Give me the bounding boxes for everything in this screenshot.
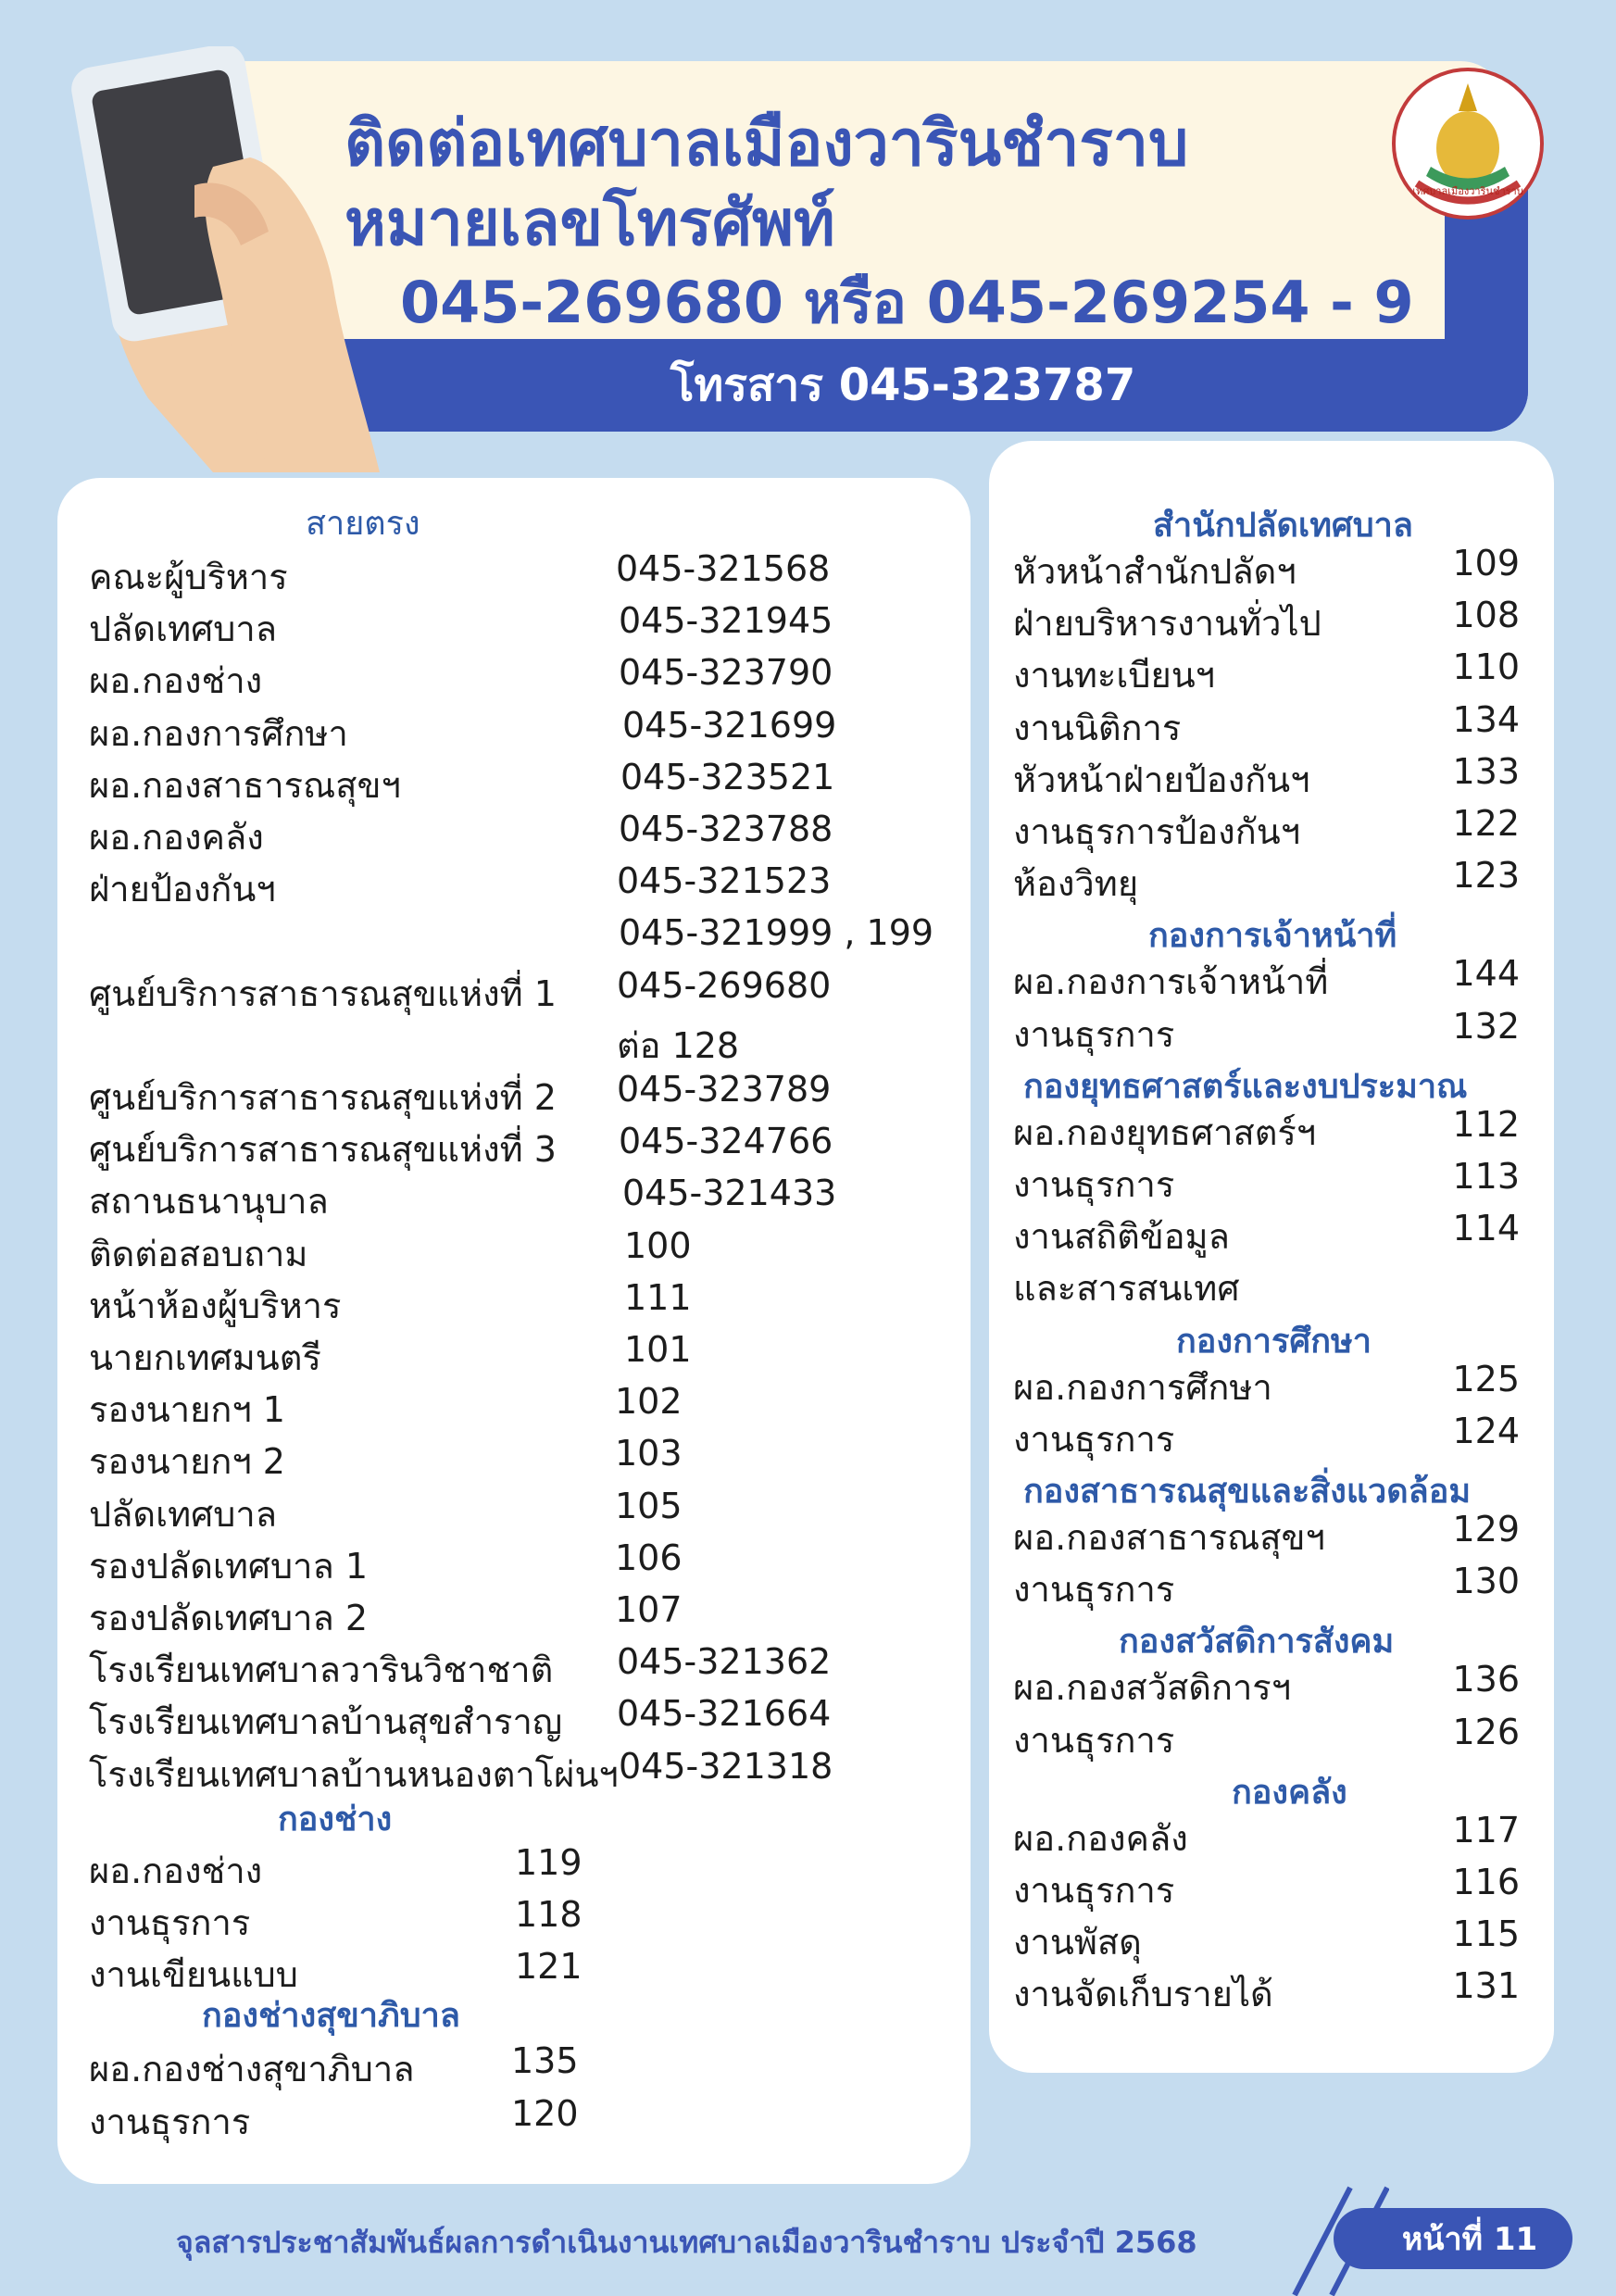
extension-number: 117: [1452, 1809, 1520, 1851]
direct-line-name: ผอ.กองช่าง: [89, 660, 263, 702]
section-heading: กองสวัสดิการสังคม: [1119, 1623, 1395, 1662]
extension-number: 113: [1452, 1156, 1520, 1197]
extension-number: 124: [1452, 1410, 1520, 1451]
direct-line-number: 045-269680: [617, 964, 832, 1006]
extension-number: 130: [1452, 1561, 1520, 1602]
extension-name: งานธุรการ: [1013, 1569, 1175, 1611]
direct-line-number: 045-321433: [622, 1173, 837, 1214]
direct-line-name: คณะผู้บริหาร: [89, 557, 288, 597]
extension-name: ผอ.กองช่างสุขาภิบาล: [89, 2049, 415, 2090]
direct-line-number: 111: [624, 1276, 692, 1318]
section-heading: กองการเจ้าหน้าที่: [1148, 917, 1397, 956]
extension-number: 119: [515, 1841, 583, 1883]
municipality-logo: [1389, 65, 1547, 222]
extension-name: งานธุรการ: [1013, 1870, 1175, 1911]
extension-name: งานธุรการ: [1013, 1418, 1175, 1460]
section-heading-sanitation: กองช่างสุขาภิบาล: [202, 1997, 460, 2036]
extension-number: 132: [1452, 1005, 1520, 1047]
title-line-1: ติดต่อเทศบาลเมืองวารินชำราบ: [344, 107, 1189, 181]
direct-line-name: ฝ่ายป้องกันฯ: [89, 869, 276, 910]
direct-line-name: โรงเรียนเทศบาลบ้านสุขสำราญ: [89, 1701, 563, 1743]
direct-line-name: ปลัดเทศบาล: [89, 1493, 277, 1535]
extension-name: งานธุรการ: [89, 1902, 251, 1943]
section-heading: กองสาธารณสุขและสิ่งแวดล้อม: [1023, 1473, 1472, 1511]
extension-number: 134: [1452, 698, 1520, 740]
extension-name: งานธุรการ: [1013, 1164, 1175, 1205]
extension-number: 129: [1452, 1509, 1520, 1549]
extension-name: ผอ.กองสาธารณสุขฯ: [1013, 1517, 1325, 1558]
direct-line-number: 045-321945: [619, 600, 833, 642]
direct-line-name: รองนายกฯ 2: [89, 1441, 285, 1483]
extension-name: หัวหน้าฝ่ายป้องกันฯ: [1013, 759, 1310, 800]
direct-line-name: ผอ.กองสาธารณสุขฯ: [89, 764, 401, 806]
extension-name: ผอ.กองช่าง: [89, 1850, 263, 1891]
direct-line-number: 045-321523: [617, 860, 832, 902]
main-phone-numbers: 045-269680 หรือ 045-269254 - 9: [400, 269, 1414, 336]
extension-number: 122: [1452, 803, 1520, 844]
svg-text:เทศบาลเมืองวารินชำราบ: เทศบาลเมืองวารินชำราบ: [1412, 185, 1523, 197]
direct-line-name: โรงเรียนเทศบาลวารินวิชาชาติ: [89, 1650, 554, 1691]
extension-number: 112: [1452, 1103, 1520, 1145]
extension-number: 114: [1452, 1208, 1520, 1249]
extension-number: 116: [1452, 1862, 1520, 1902]
direct-line-name: รองนายกฯ 1: [89, 1389, 285, 1431]
extension-number: 135: [511, 2040, 579, 2082]
extension-name: งานธุรการ: [1013, 1013, 1175, 1055]
direct-line-name: นายกเทศมนตรี: [89, 1337, 321, 1378]
direct-line-number: 102: [615, 1381, 683, 1423]
section-heading-direct: สายตรง: [306, 505, 420, 543]
extension-name: งานเขียนแบบ: [89, 1954, 298, 1996]
extension-name: งานธุรการ: [1013, 1719, 1175, 1761]
section-heading-engineering: กองช่าง: [278, 1800, 393, 1838]
fax-bar: [278, 339, 1528, 432]
direct-line-name: ผอ.กองการศึกษา: [89, 712, 348, 754]
direct-line-number: 045-321699: [622, 704, 837, 746]
extension-name: งานพัสดุ: [1013, 1922, 1142, 1964]
section-heading: สำนักปลัดเทศบาล: [1153, 507, 1413, 545]
extension-number: 136: [1452, 1659, 1520, 1700]
direct-line-number: 100: [624, 1224, 692, 1266]
extension-number: 126: [1452, 1711, 1520, 1752]
extension-name: ผอ.กองสวัสดิการฯ: [1013, 1667, 1292, 1709]
direct-line-number: 045-324766: [619, 1121, 833, 1162]
extension-number: 125: [1452, 1358, 1520, 1399]
extension-number: 109: [1452, 543, 1520, 583]
direct-line-number: 045-321362: [617, 1641, 832, 1683]
extension-number: 131: [1452, 1965, 1520, 2007]
page-number: หน้าที่ 11: [1401, 2221, 1538, 2258]
title-line-2: หมายเลขโทรศัพท์: [344, 187, 835, 260]
extension-name: งานจัดเก็บรายได้: [1013, 1974, 1273, 2015]
direct-line-name: โรงเรียนเทศบาลบ้านหนองตาโผ่นฯ: [89, 1753, 619, 1795]
extension-name: งานนิติการ: [1013, 707, 1182, 748]
direct-line-name: ศูนย์บริการสาธารณสุขแห่งที่ 2: [89, 1077, 557, 1118]
direct-line-name: ติดต่อสอบถาม: [89, 1233, 308, 1274]
direct-line-number: 045-323789: [617, 1069, 832, 1110]
direct-line-number: 103: [615, 1433, 683, 1474]
direct-line-number: 045-321999 , 199: [619, 912, 934, 954]
extension-name: ผอ.กองยุทธศาสตร์ฯ: [1013, 1111, 1317, 1153]
direct-line-name: ศูนย์บริการสาธารณสุขแห่งที่ 1: [89, 972, 557, 1014]
extension-name: งานทะเบียนฯ: [1013, 655, 1216, 696]
extension-name: งานสถิติข้อมูล: [1013, 1216, 1230, 1258]
direct-line-number: 045-321568: [616, 548, 831, 589]
extension-name: งานธุรการ: [89, 2101, 251, 2142]
extension-name: และสารสนเทศ: [1013, 1268, 1240, 1310]
extension-number: 123: [1452, 855, 1520, 897]
direct-line-name: ศูนย์บริการสาธารณสุขแห่งที่ 3: [89, 1129, 557, 1171]
section-heading: กองยุทธศาสตร์และงบประมาณ: [1023, 1067, 1468, 1106]
extension-number: 108: [1452, 595, 1520, 636]
direct-line-number: 045-321664: [617, 1693, 832, 1735]
fax-number: โทรสาร 045-323787: [670, 359, 1136, 411]
section-heading: กองการศึกษา: [1176, 1322, 1372, 1361]
direct-line-number: 106: [615, 1537, 683, 1578]
direct-line-number: 107: [615, 1589, 683, 1630]
direct-line-number: 045-321318: [619, 1745, 833, 1787]
extension-number: 115: [1452, 1913, 1520, 1955]
direct-line-name: ผอ.กองคลัง: [89, 817, 264, 858]
extension-name: หัวหน้าสำนักปลัดฯ: [1013, 551, 1297, 592]
direct-line-number: 045-323521: [620, 756, 835, 797]
direct-line-name: รองปลัดเทศบาล 1: [89, 1545, 369, 1587]
extension-number: 110: [1452, 646, 1520, 688]
direct-line-number: 045-323788: [619, 809, 833, 849]
extension-number: 118: [515, 1894, 583, 1935]
extension-number: 144: [1452, 953, 1520, 995]
footer-caption: จุลสารประชาสัมพันธ์ผลการดำเนินงานเทศบาลเมืองวารินชำราบ ประจำปี 2568: [176, 2225, 1197, 2260]
extension-number: 121: [515, 1946, 583, 1988]
extension-number: 120: [511, 2092, 579, 2134]
direct-line-number: 105: [615, 1485, 683, 1526]
extension-name: ผอ.กองการศึกษา: [1013, 1366, 1272, 1408]
extension-name: ผอ.กองการเจ้าหน้าที่: [1013, 961, 1329, 1003]
extension-name: ห้องวิทยุ: [1013, 863, 1139, 905]
section-heading: กองคลัง: [1232, 1773, 1347, 1812]
direct-line-number: ต่อ 128: [617, 1024, 740, 1066]
direct-line-name: หน้าห้องผู้บริหาร: [89, 1285, 342, 1326]
direct-line-number: 045-323790: [619, 652, 833, 694]
extension-name: งานธุรการป้องกันฯ: [1013, 811, 1301, 852]
page-number-badge: [1334, 2208, 1572, 2269]
extension-number: 133: [1452, 750, 1520, 792]
direct-line-name: รองปลัดเทศบาล 2: [89, 1598, 369, 1638]
direct-line-number: 101: [624, 1329, 692, 1370]
extension-name: ฝ่ายบริหารงานทั่วไป: [1013, 603, 1322, 645]
direct-line-name: สถานธนานุบาล: [89, 1181, 329, 1223]
extension-name: ผอ.กองคลัง: [1013, 1817, 1188, 1859]
direct-line-name: ปลัดเทศบาล: [89, 609, 277, 650]
